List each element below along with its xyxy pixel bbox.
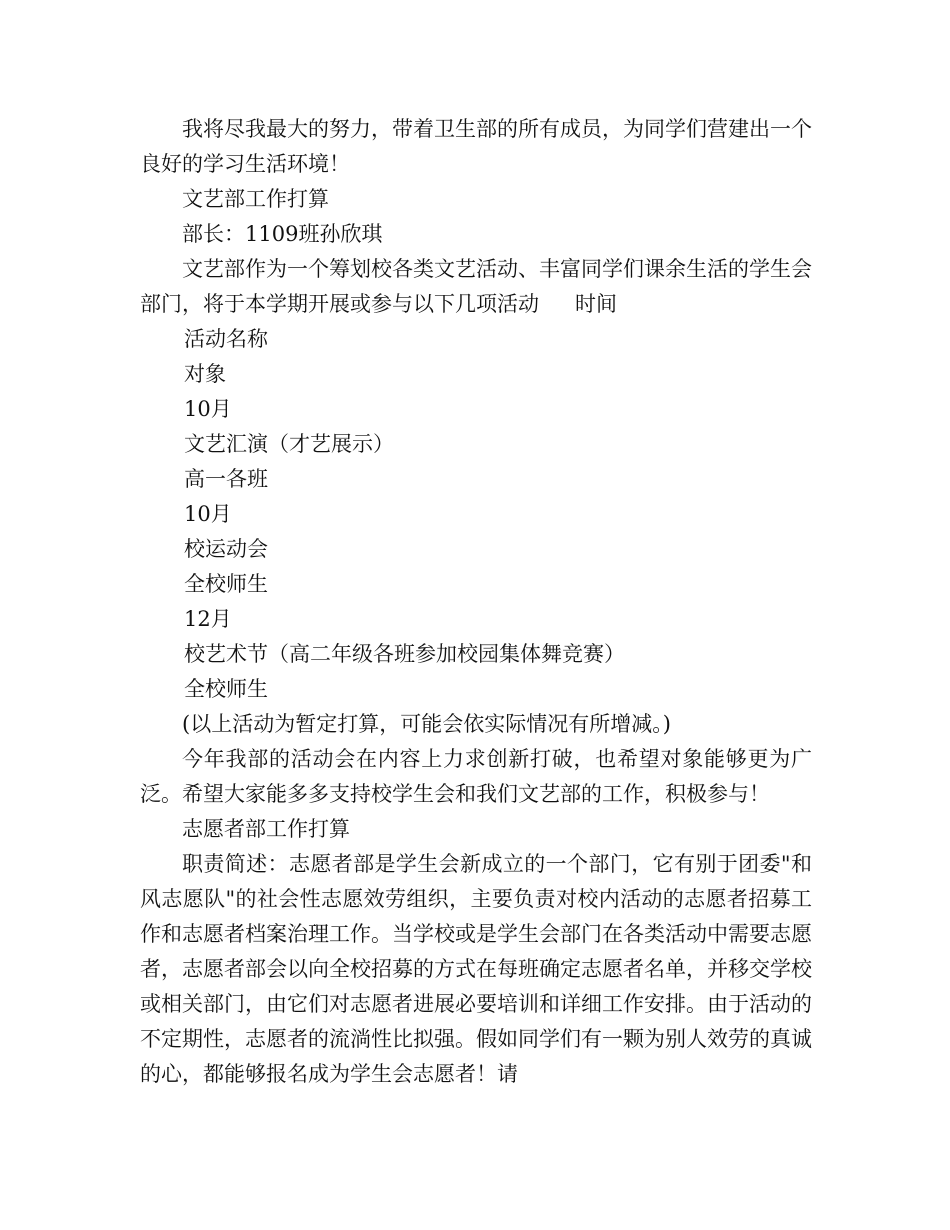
- activity-table-items: [140, 322, 812, 707]
- list-item: 10月: [184, 502, 232, 526]
- list-item: 校艺术节（高二年级各班参加校园集体舞竞赛）: [184, 642, 625, 666]
- arts-department-head: 部长：1109班孙欣琪: [182, 222, 383, 246]
- arts-intro-text: 文艺部作为一个筹划校各类文艺活动、丰富同学们课余生活的学生会部门，将于本学期开展或参与以下几项活动: [140, 257, 812, 316]
- paragraph-arts-intro: [140, 252, 812, 322]
- paragraph-volunteer-duties: 职责简述：志愿者部是学生会新成立的一个部门，它有别于团委"和风志愿队"的社会性志愿效劳组织，主要负责对校内活动的志愿者招募工作和志愿者档案治理工作。当学校或是学生会部门在各类活动中需要志愿者，志愿者部会以向全校招募的方式在每班确定志愿者名单，并移交学校或相关部门，由它们对志愿者进展必要培训和详细工作安排。由于活动的不定期性，志愿者的流淌性比拟强。假如同学们有一颗为别人效劳的真诚的心，都能够报名成为学生会志愿者！请: [140, 852, 812, 1086]
- list-item: 活动名称: [184, 327, 268, 351]
- list-item: 高一各班: [184, 467, 268, 491]
- list-item: 校运动会: [184, 537, 268, 561]
- list-item: 文艺汇演（才艺展示）: [184, 432, 394, 456]
- document-body: [140, 112, 812, 1092]
- list-item: 12月: [184, 607, 232, 631]
- list-item: 全校师生: [184, 677, 268, 701]
- paragraph-hygiene-closing: 我将尽我最大的努力，带着卫生部的所有成员，为同学们营建出一个良好的学习生活环境！: [140, 117, 812, 176]
- heading-arts-department-plan: 文艺部工作打算: [182, 187, 329, 211]
- paragraph-arts-outlook: 今年我部的活动会在内容上力求创新打破，也希望对象能够更为广泛。希望大家能多多支持校学生会和我们文艺部的工作，积极参与！: [140, 747, 812, 806]
- activity-note: (以上活动为暂定打算，可能会依实际情况有所增减。): [182, 712, 671, 736]
- list-item: 全校师生: [184, 572, 268, 596]
- list-item: 10月: [184, 397, 232, 421]
- heading-volunteer-department-plan: 志愿者部工作打算: [182, 817, 350, 841]
- arts-intro-tail: 时间: [575, 292, 617, 316]
- list-item: 对象: [184, 362, 226, 386]
